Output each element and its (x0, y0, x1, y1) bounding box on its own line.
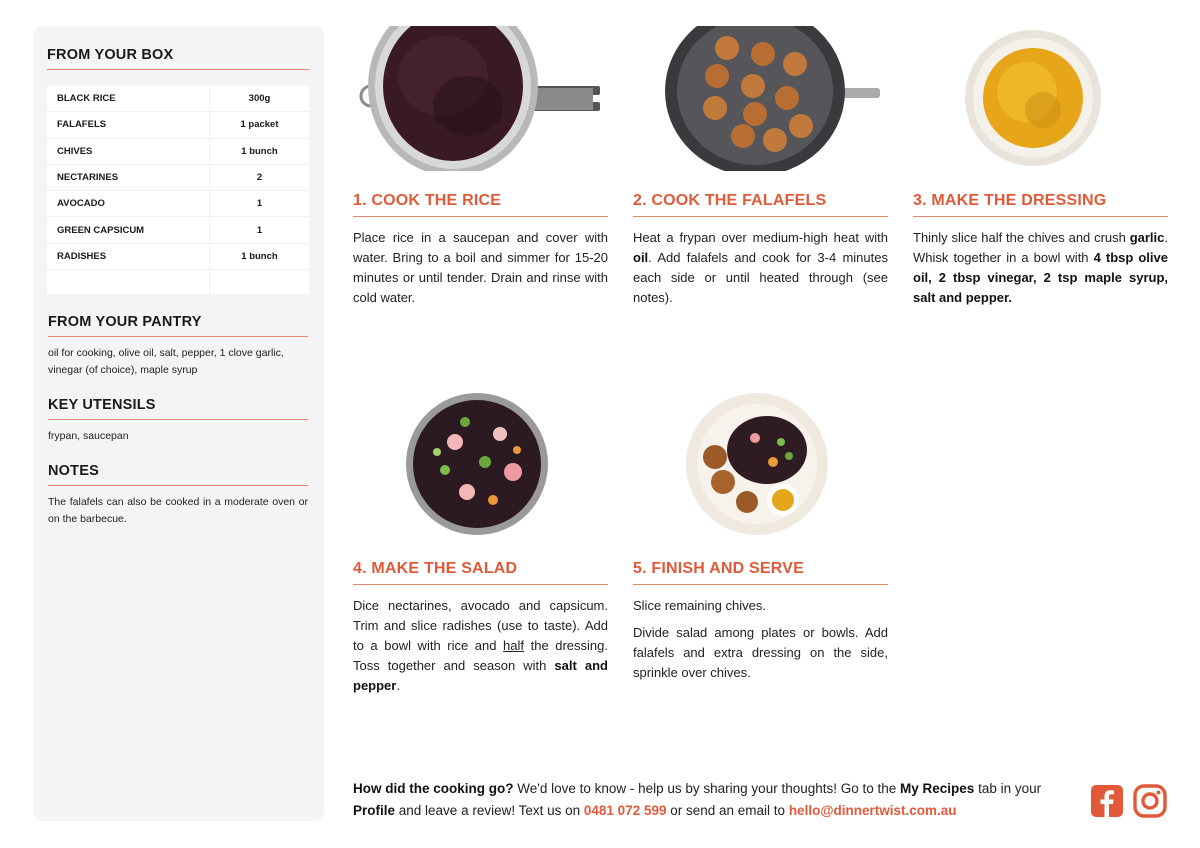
ingredient-name: AVOCADO (57, 198, 105, 210)
facebook-icon[interactable] (1090, 784, 1124, 818)
dressing-bowl-photo (963, 26, 1103, 171)
table-row (47, 270, 309, 296)
step-2-text: Heat a frypan over medium-high heat with oil. Add falafels and cook for 3-4 minutes each side or until heated through (see notes). (633, 230, 888, 305)
ingredient-name: RADISHES (57, 250, 107, 262)
served-plate-photo (685, 392, 830, 537)
ingredient-qty: 1 bunch (209, 139, 309, 164)
feedback-footer: How did the cooking go? We'd love to know - help us by sharing your thoughts! Go to the My Recipes tab in your Profile and leave a review! Text us on 0481 072 599 or send an email to hello@dinnertwist.com.au (353, 781, 1042, 818)
step-5-para-2: Divide salad among plates or bowls. Add falafels and extra dressing on the side, sprinkle over chives. (633, 625, 888, 680)
step-4-text: Dice nectarines, avocado and capsicum. Trim and slice radishes (use to taste). Add to a bowl with rice and half the dressing. Toss together and season with salt and pepper. (353, 598, 608, 693)
rice-saucepan-photo (353, 26, 603, 171)
ingredient-name: GREEN CAPSICUM (57, 224, 145, 236)
ingredient-qty: 1 packet (209, 112, 309, 137)
step-2-title: 2. COOK THE FALAFELS (633, 192, 888, 217)
ingredient-qty: 2 (209, 165, 309, 190)
step-3-text: Thinly slice half the chives and crush garlic. Whisk together in a bowl with 4 tbsp olive oil, 2 tbsp vinegar, 2 tsp maple syrup, salt and pepper. (913, 230, 1168, 305)
email-link[interactable]: hello@dinnertwist.com.au (788, 803, 957, 818)
falafel-frypan-photo (665, 26, 880, 171)
step-4-title: 4. MAKE THE SALAD (353, 560, 608, 585)
step-5-text (633, 596, 888, 683)
ingredient-qty: 300g (209, 86, 309, 111)
step-1-text: Place rice in a saucepan and cover with water. Bring to a boil and simmer for 15-20 minutes or until tender. Drain and rinse with cold water. (353, 230, 608, 305)
utensils-section (48, 397, 308, 445)
pantry-text: oil for cooking, olive oil, salt, pepper, 1 clove garlic, vinegar (of choice), maple syrup (48, 347, 284, 376)
notes-section (48, 463, 308, 528)
table-row (47, 139, 309, 165)
table-row (47, 217, 309, 243)
ingredient-qty (209, 270, 309, 296)
ingredient-name: NECTARINES (57, 172, 119, 184)
table-row (47, 244, 309, 270)
table-row (47, 165, 309, 191)
ingredient-qty: 1 bunch (209, 244, 309, 269)
from-your-box-heading: FROM YOUR BOX (47, 47, 309, 70)
salad-bowl-photo (405, 392, 550, 537)
utensils-text: frypan, saucepan (48, 430, 129, 442)
ingredient-name: BLACK RICE (57, 93, 116, 105)
ingredient-qty: 1 (209, 191, 309, 216)
ingredients-table (47, 86, 309, 294)
table-row (47, 191, 309, 217)
instagram-icon[interactable] (1133, 784, 1167, 818)
step-5-title: 5. FINISH AND SERVE (633, 560, 888, 585)
pantry-section (48, 314, 308, 379)
step-1-title: 1. COOK THE RICE (353, 192, 608, 217)
ingredients-sidebar (33, 26, 324, 821)
table-row (47, 112, 309, 138)
step-3-title: 3. MAKE THE DRESSING (913, 192, 1168, 217)
phone-link[interactable]: 0481 072 599 (583, 803, 667, 818)
pantry-heading: FROM YOUR PANTRY (48, 314, 308, 337)
ingredient-name: CHIVES (57, 145, 93, 157)
table-row (47, 86, 309, 112)
utensils-heading: KEY UTENSILS (48, 397, 308, 420)
ingredient-qty: 1 (209, 217, 309, 242)
notes-heading: NOTES (48, 463, 308, 486)
step-5-para-1: Slice remaining chives. (633, 598, 766, 613)
ingredient-name: FALAFELS (57, 119, 107, 131)
notes-text: The falafels can also be cooked in a moderate oven or on the barbecue. (48, 496, 308, 525)
